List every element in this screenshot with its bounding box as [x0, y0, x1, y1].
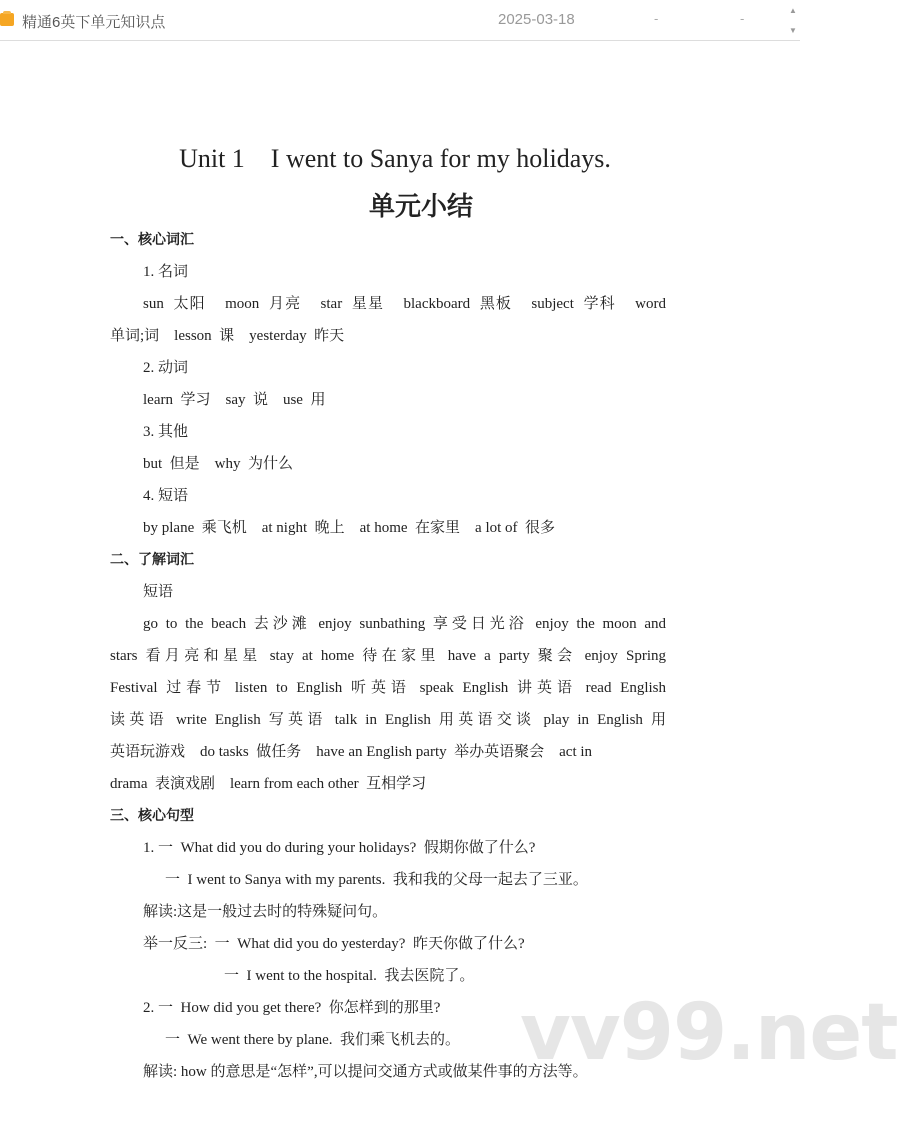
subheading: 4. 短语: [143, 488, 189, 504]
text-line: 解读: how 的意思是“怎样”,可以提问交通方式或做某件事的方法等。: [143, 1064, 588, 1080]
text-line: learn 学习 say 说 use 用: [143, 392, 326, 408]
text-line: 英语玩游戏 do tasks 做任务 have an English party 举办英语聚会 act in: [110, 744, 593, 760]
text-line: 1. 一 What did you do during your holidays? 假期你做了什么?: [143, 840, 536, 856]
text-line: drama 表演戏剧 learn from each other 互相学习: [110, 776, 427, 792]
file-row[interactable]: [0, 0, 800, 41]
document-body: [110, 224, 666, 1088]
text-line: 2. 一 How did you get there? 你怎样到的那里?: [143, 1000, 441, 1016]
scroll-down-icon[interactable]: ▼: [789, 26, 797, 35]
subheading: 短语: [143, 584, 174, 600]
text-line: 解读:这是一般过去时的特殊疑问句。: [143, 904, 388, 920]
text-line: sun 太阳 moon 月亮 star 星星 blackboard 黑板 subject 学科 word: [143, 296, 666, 312]
section-heading: 一、核心词汇: [110, 232, 194, 248]
file-type: -: [654, 11, 659, 26]
subheading: 1. 名词: [143, 264, 189, 280]
scrollbar[interactable]: [786, 0, 800, 40]
text-line: Festival 过春节 listen to English 听英语 speak English 讲英语 read English: [110, 680, 666, 696]
text-line: 一 We went there by plane. 我们乘飞机去的。: [165, 1032, 460, 1048]
text-line: go to the beach 去沙滩 enjoy sunbathing 享受日光浴 enjoy the moon and: [143, 616, 666, 632]
subheading: 2. 动词: [143, 360, 189, 376]
text-line: 举一反三: 一 What did you do yesterday? 昨天你做了什么?: [143, 936, 525, 952]
text-line: by plane 乘飞机 at night 晚上 at home 在家里 a lot of 很多: [143, 520, 556, 536]
watermark: vv99.net: [520, 988, 898, 1078]
document-title: Unit 1 I went to Sanya for my holidays.: [179, 144, 611, 173]
text-line: 单词;词 lesson 课 yesterday 昨天: [110, 328, 345, 344]
section-heading: 三、核心句型: [110, 808, 194, 824]
text-line: 读英语 write English 写英语 talk in English 用英语交谈 play in English 用: [110, 712, 666, 728]
text-line: but 但是 why 为什么: [143, 456, 294, 472]
document-subtitle: 单元小结: [368, 192, 473, 222]
file-date: 2025-03-18: [498, 11, 575, 28]
text-line: stars 看月亮和星星 stay at home 待在家里 have a party 聚会 enjoy Spring: [110, 648, 666, 664]
scroll-up-icon[interactable]: ▲: [789, 6, 797, 15]
subheading: 3. 其他: [143, 424, 189, 440]
text-line: 一 I went to the hospital. 我去医院了。: [224, 968, 475, 984]
section-heading: 二、了解词汇: [110, 552, 194, 568]
folder-icon: [0, 13, 14, 26]
file-name[interactable]: 精通6英下单元知识点: [22, 14, 166, 31]
file-size: -: [740, 11, 745, 26]
text-line: 一 I went to Sanya with my parents. 我和我的父母一起去了三亚。: [165, 872, 588, 888]
